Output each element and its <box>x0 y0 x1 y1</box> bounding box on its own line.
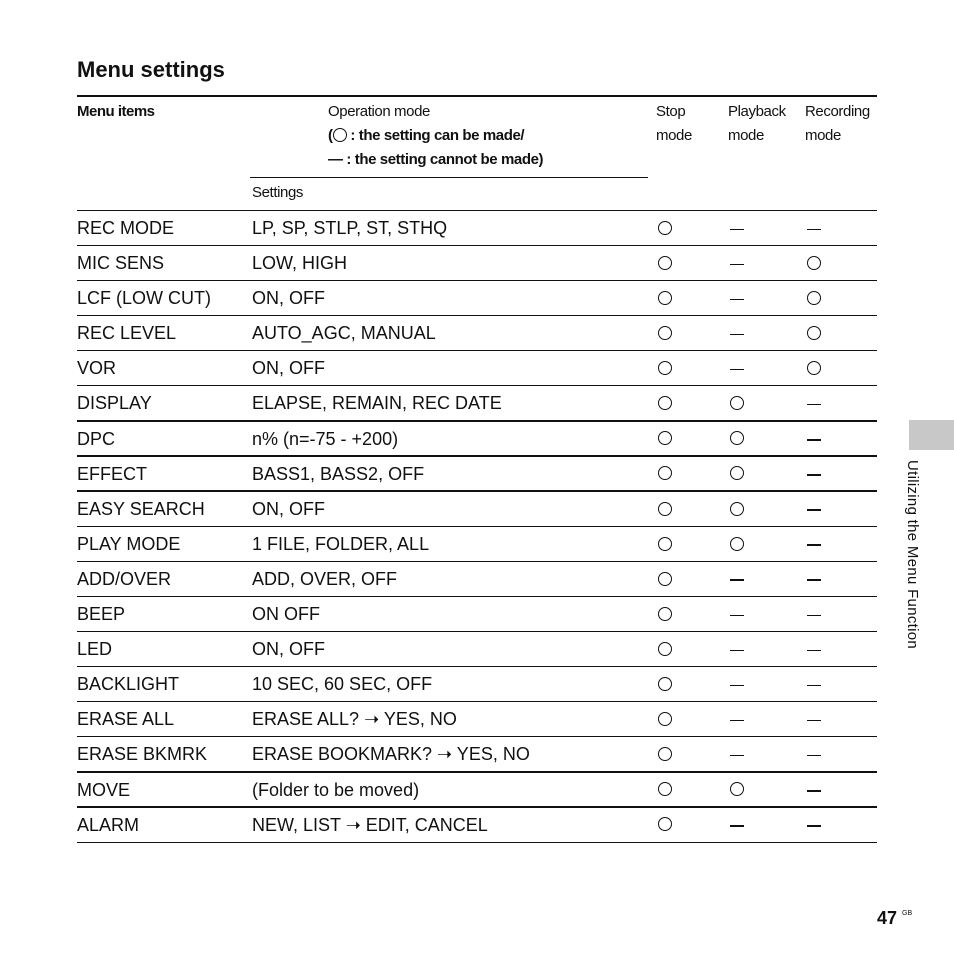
playback-mode-indicator <box>729 422 745 456</box>
table-row <box>77 527 877 562</box>
menu-item-settings: ELAPSE, REMAIN, REC DATE <box>252 393 502 414</box>
recording-mode-indicator <box>806 737 822 771</box>
menu-item-settings: ON, OFF <box>252 498 325 519</box>
playback-mode-indicator <box>729 597 745 631</box>
table-row <box>77 492 877 527</box>
recording-mode-indicator <box>806 492 822 526</box>
playback-mode-indicator <box>729 773 745 807</box>
dash-icon <box>730 369 744 371</box>
circle-icon <box>807 256 821 270</box>
recording-mode-indicator <box>806 808 822 842</box>
stop-mode-indicator <box>657 527 673 561</box>
playback-mode-indicator <box>729 737 745 771</box>
header-settings: Settings <box>252 184 303 201</box>
menu-item-name: DPC <box>77 428 116 449</box>
dash-icon <box>730 755 744 757</box>
playback-mode-indicator <box>729 492 745 526</box>
page-number-suffix: GB <box>902 910 913 917</box>
menu-item-settings: ON, OFF <box>252 358 325 379</box>
playback-mode-indicator <box>729 562 745 596</box>
menu-item-settings: ERASE ALL? ➝ YES, NO <box>252 709 457 730</box>
menu-item-settings: AUTO_AGC, MANUAL <box>252 323 436 344</box>
stop-mode-indicator <box>657 773 673 807</box>
circle-icon <box>658 466 672 480</box>
menu-item-settings: ON OFF <box>252 604 320 625</box>
menu-item-name: PLAY MODE <box>77 533 181 554</box>
dash-icon <box>807 509 821 511</box>
circle-icon <box>658 361 672 375</box>
circle-icon <box>658 502 672 516</box>
stop-mode-indicator <box>657 597 673 631</box>
menu-item-name: ERASE ALL <box>77 709 175 730</box>
menu-item-name: REC MODE <box>77 218 175 238</box>
playback-mode-indicator <box>729 316 745 350</box>
playback-mode-indicator <box>729 702 745 736</box>
recording-mode-indicator <box>806 422 822 456</box>
menu-settings-table <box>77 211 877 843</box>
menu-item-name: LCF (LOW CUT) <box>77 288 211 309</box>
stop-mode-indicator <box>657 422 673 456</box>
side-tab-marker <box>909 420 954 450</box>
circle-icon <box>658 537 672 551</box>
section-side-label: Utilizing the Menu Function <box>904 460 921 650</box>
dash-icon <box>807 790 821 792</box>
playback-mode-indicator <box>729 386 745 420</box>
dash-icon <box>807 650 821 652</box>
table-row <box>77 211 877 246</box>
table-row <box>77 773 877 808</box>
circle-icon <box>730 431 744 445</box>
menu-item-name: BEEP <box>77 604 126 625</box>
playback-label-2: mode <box>728 127 764 144</box>
dash-icon <box>807 685 821 687</box>
recording-mode-indicator <box>806 316 822 350</box>
circle-icon <box>333 128 347 142</box>
menu-item-name: MOVE <box>77 779 131 800</box>
dash-icon <box>807 544 821 546</box>
dash-icon <box>730 579 744 581</box>
table-row <box>77 422 877 457</box>
stop-mode-indicator <box>657 737 673 771</box>
header-playback-mode <box>728 100 798 148</box>
dash-icon <box>807 720 821 722</box>
recording-mode-indicator <box>806 597 822 631</box>
circle-icon <box>658 747 672 761</box>
circle-icon <box>807 291 821 305</box>
circle-icon <box>730 537 744 551</box>
playback-mode-indicator <box>729 211 745 245</box>
dash-icon <box>807 404 821 406</box>
recording-mode-indicator <box>806 632 822 666</box>
circle-icon <box>730 396 744 410</box>
header-stop-mode <box>656 100 716 148</box>
menu-item-settings: n% (n=-75 - +200) <box>252 428 399 449</box>
circle-icon <box>807 326 821 340</box>
dash-icon <box>730 334 744 336</box>
playback-mode-indicator <box>729 351 745 385</box>
recording-mode-indicator <box>806 562 822 596</box>
circle-icon <box>658 677 672 691</box>
playback-mode-indicator <box>729 246 745 280</box>
menu-item-name: DISPLAY <box>77 393 152 414</box>
menu-item-name: ALARM <box>77 814 140 835</box>
legend-can-text: : the setting can be made/ <box>350 127 525 144</box>
circle-icon <box>658 712 672 726</box>
dash-icon <box>730 825 744 827</box>
dash-icon <box>807 439 821 441</box>
playback-mode-indicator <box>729 457 745 491</box>
stop-label-1: Stop <box>656 103 686 120</box>
table-row <box>77 351 877 386</box>
header-recording-mode <box>805 100 880 148</box>
menu-item-settings: ERASE BOOKMARK? ➝ YES, NO <box>252 744 530 765</box>
circle-icon <box>658 817 672 831</box>
header-operation-mode <box>328 100 543 172</box>
dash-icon <box>730 720 744 722</box>
stop-mode-indicator <box>657 386 673 420</box>
circle-icon <box>658 291 672 305</box>
menu-item-name: BACKLIGHT <box>77 674 180 695</box>
stop-mode-indicator <box>657 211 673 245</box>
dash-icon <box>807 615 821 617</box>
menu-item-settings: NEW, LIST ➝ EDIT, CANCEL <box>252 814 488 835</box>
circle-icon <box>807 361 821 375</box>
stop-mode-indicator <box>657 808 673 842</box>
menu-item-settings: BASS1, BASS2, OFF <box>252 463 425 484</box>
stop-label-2: mode <box>656 127 692 144</box>
recording-mode-indicator <box>806 386 822 420</box>
menu-item-settings: ON, OFF <box>252 639 325 660</box>
circle-icon <box>658 396 672 410</box>
table-row <box>77 808 877 843</box>
menu-item-name: ERASE BKMRK <box>77 744 208 765</box>
playback-label-1: Playback <box>728 103 786 120</box>
playback-mode-indicator <box>729 281 745 315</box>
recording-mode-indicator <box>806 527 822 561</box>
menu-item-name: ADD/OVER <box>77 568 172 589</box>
circle-icon <box>658 431 672 445</box>
recording-mode-indicator <box>806 211 822 245</box>
menu-item-settings: LOW, HIGH <box>252 253 348 274</box>
recording-mode-indicator <box>806 246 822 280</box>
menu-item-settings: (Folder to be moved) <box>252 779 420 800</box>
dash-icon <box>730 615 744 617</box>
table-row <box>77 737 877 772</box>
operation-mode-label: Operation mode <box>328 103 430 120</box>
menu-item-settings: ON, OFF <box>252 288 325 309</box>
table-row <box>77 562 877 597</box>
menu-item-name: VOR <box>77 358 117 379</box>
stop-mode-indicator <box>657 457 673 491</box>
recording-mode-indicator <box>806 667 822 701</box>
stop-mode-indicator <box>657 492 673 526</box>
table-row <box>77 597 877 632</box>
circle-icon <box>730 466 744 480</box>
circle-icon <box>730 782 744 796</box>
stop-mode-indicator <box>657 702 673 736</box>
table-row <box>77 386 877 421</box>
recording-label-2: mode <box>805 127 841 144</box>
menu-item-settings: ADD, OVER, OFF <box>252 568 398 589</box>
menu-item-name: REC LEVEL <box>77 323 177 344</box>
stop-mode-indicator <box>657 632 673 666</box>
dash-icon <box>730 264 744 266</box>
circle-icon <box>658 221 672 235</box>
dash-icon <box>807 229 821 231</box>
dash-icon <box>807 755 821 757</box>
playback-mode-indicator <box>729 632 745 666</box>
stop-mode-indicator <box>657 667 673 701</box>
playback-mode-indicator <box>729 527 745 561</box>
menu-item-name: EASY SEARCH <box>77 498 205 519</box>
circle-icon <box>730 502 744 516</box>
dash-icon <box>807 825 821 827</box>
dash-icon <box>807 474 821 476</box>
operation-mode-legend-cannot: — : the setting cannot be made) <box>328 151 544 168</box>
operation-mode-legend-can: ( : the setting can be made/ <box>328 127 525 144</box>
circle-icon <box>658 326 672 340</box>
menu-item-name: MIC SENS <box>77 253 165 274</box>
dash-icon <box>807 579 821 581</box>
header-top-rule <box>77 95 877 97</box>
stop-mode-indicator <box>657 351 673 385</box>
playback-mode-indicator <box>729 667 745 701</box>
recording-mode-indicator <box>806 351 822 385</box>
stop-mode-indicator <box>657 316 673 350</box>
table-row <box>77 457 877 492</box>
menu-item-name: EFFECT <box>77 463 147 484</box>
recording-label-1: Recording <box>805 103 870 120</box>
menu-item-name: LED <box>77 639 113 660</box>
stop-mode-indicator <box>657 281 673 315</box>
circle-icon <box>658 642 672 656</box>
circle-icon <box>658 607 672 621</box>
page-title: Menu settings <box>77 57 225 82</box>
menu-item-settings: LP, SP, STLP, ST, STHQ <box>252 218 448 238</box>
recording-mode-indicator <box>806 281 822 315</box>
page-number: 47 <box>877 908 898 928</box>
header-mid-rule <box>250 177 648 178</box>
header-menu-items: Menu items <box>77 103 155 120</box>
circle-icon <box>658 572 672 586</box>
playback-mode-indicator <box>729 808 745 842</box>
table-row <box>77 667 877 702</box>
dash-icon <box>730 685 744 687</box>
stop-mode-indicator <box>657 562 673 596</box>
circle-icon <box>658 256 672 270</box>
dash-icon <box>730 229 744 231</box>
table-row <box>77 632 877 667</box>
recording-mode-indicator <box>806 457 822 491</box>
table-row <box>77 281 877 316</box>
recording-mode-indicator <box>806 773 822 807</box>
recording-mode-indicator <box>806 702 822 736</box>
table-row <box>77 246 877 281</box>
circle-icon <box>658 782 672 796</box>
menu-item-settings: 1 FILE, FOLDER, ALL <box>252 533 430 554</box>
dash-icon <box>730 650 744 652</box>
menu-item-settings: 10 SEC, 60 SEC, OFF <box>252 674 433 695</box>
table-row <box>77 316 877 351</box>
stop-mode-indicator <box>657 246 673 280</box>
table-row <box>77 702 877 737</box>
dash-icon <box>730 299 744 301</box>
